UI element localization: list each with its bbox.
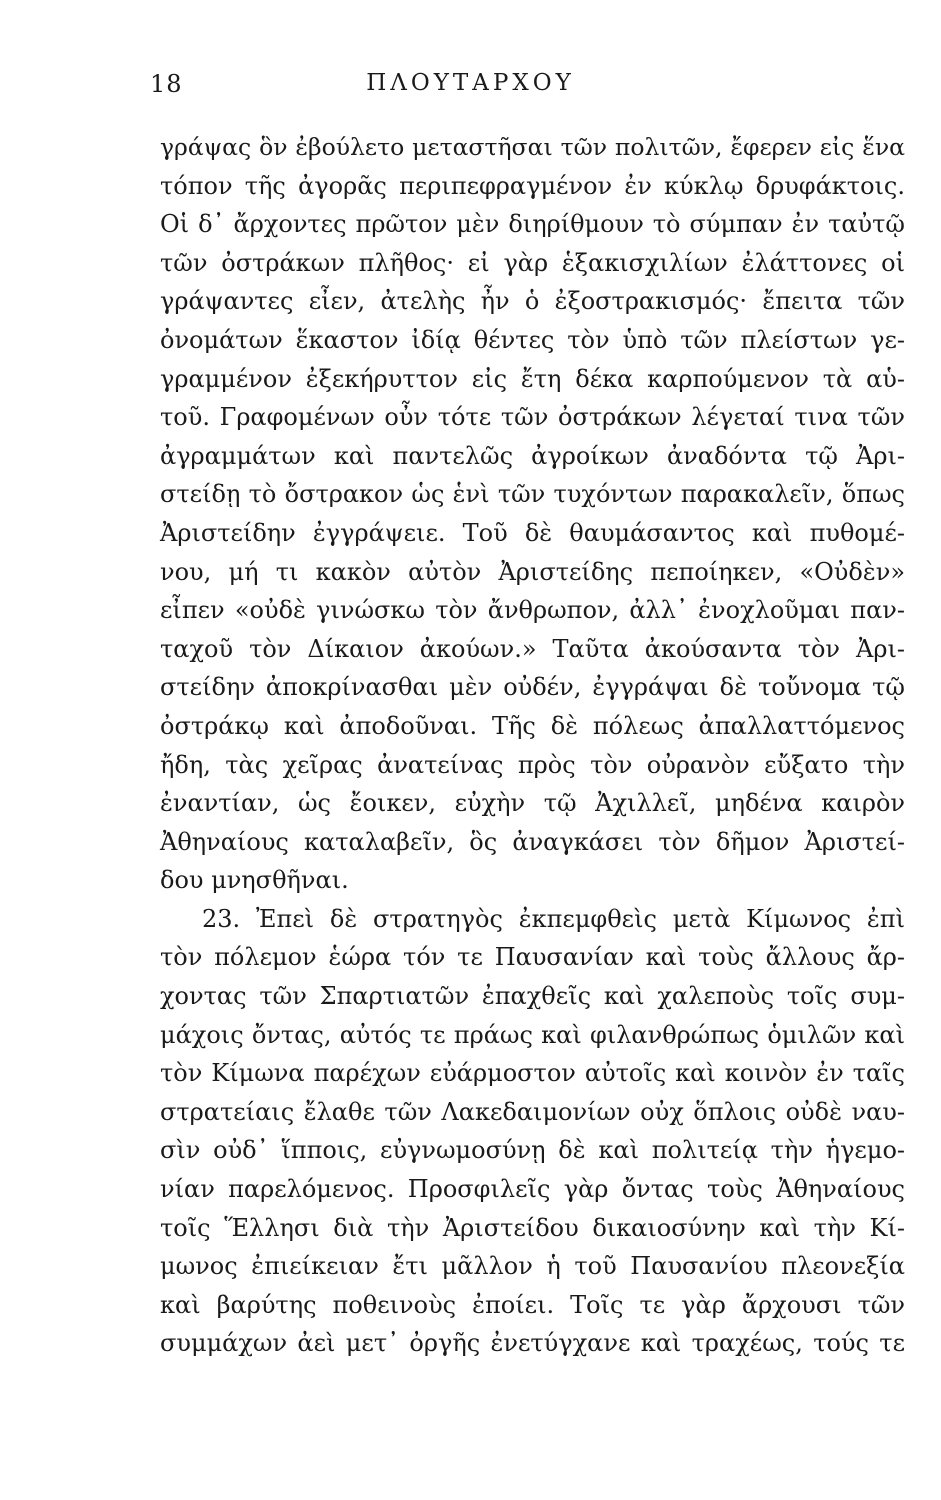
text-line: στείδην ἀποκρίνασθαι μὲν οὐδέν, ἐγγράψαι δὲ τοὔνομα τῷ	[160, 673, 905, 702]
text-line: Ἀθηναίους καταλαβεῖν, ὃς ἀναγκάσει τὸν δῆμον Ἀριστεί-	[160, 827, 905, 856]
text-line: γράψαντες εἶεν, ἀτελὴς ἦν ὁ ἐξοστρακισμός· ἔπειτα τῶν	[160, 287, 905, 316]
text-line: Οἱ δ᾿ ἄρχοντες πρῶτον μὲν διηρίθμουν τὸ σύμπαν ἐν ταὐτῷ	[160, 210, 905, 239]
text-line: Ἀριστείδην ἐγγράψειε. Τοῦ δὲ θαυμάσαντος καὶ πυθομέ-	[160, 518, 905, 547]
text-line: σὶν οὐδ᾿ ἵπποις, εὐγνωμοσύνῃ δὲ καὶ πολιτείᾳ τὴν ἡγεμο-	[160, 1136, 905, 1165]
text-line: νου, μή τι κακὸν αὐτὸν Ἀριστείδης πεποίηκεν, «Οὐδὲν»	[160, 557, 905, 586]
text-line: καὶ βαρύτης ποθεινοὺς ἐποίει. Τοῖς τε γὰρ ἄρχουσι τῶν	[160, 1290, 905, 1319]
text-line: τῶν ὀστράκων πλῆθος· εἰ γὰρ ἑξακισχιλίων ἐλάττονες οἱ	[160, 248, 905, 277]
text-line: τόπον τῆς ἀγορᾶς περιπεφραγμένον ἐν κύκλῳ δρυφάκτοις.	[160, 171, 905, 200]
text-line: νίαν παρελόμενος. Προσφιλεῖς γὰρ ὄντας τοὺς Ἀθηναίους	[160, 1175, 905, 1204]
text-line: χοντας τῶν Σπαρτιατῶν ἐπαχθεῖς καὶ χαλεποὺς τοῖς συμ-	[160, 982, 905, 1011]
text-line: μάχοις ὄντας, αὐτός τε πράως καὶ φιλανθρώπως ὁμιλῶν καὶ	[160, 1020, 905, 1049]
text-line: μωνος ἐπιείκειαν ἔτι μᾶλλον ἡ τοῦ Παυσανίου πλεονεξία	[160, 1252, 905, 1281]
text-line: τὸν Κίμωνα παρέχων εὐάρμοστον αὐτοῖς καὶ κοινὸν ἐν ταῖς	[160, 1059, 905, 1088]
text-line: ἐναντίαν, ὡς ἔοικεν, εὐχὴν τῷ Ἀχιλλεῖ, μηδένα καιρὸν	[160, 789, 905, 818]
text-line: τὸν πόλεμον ἑώρα τόν τε Παυσανίαν καὶ τοὺς ἄλλους ἄρ-	[160, 943, 905, 972]
page-number: 18	[150, 70, 183, 98]
text-line: ἤδη, τὰς χεῖρας ἀνατείνας πρὸς τὸν οὐρανὸν εὔξατο τὴν	[160, 750, 905, 779]
text-line: ἀγραμμάτων καὶ παντελῶς ἀγροίκων ἀναδόντα τῷ Ἀρι-	[160, 441, 905, 470]
text-line: στρατείαις ἔλαθε τῶν Λακεδαιμονίων οὐχ ὅπλοις οὐδὲ ναυ-	[160, 1097, 905, 1126]
text-line: στείδῃ τὸ ὄστρακον ὡς ἑνὶ τῶν τυχόντων παρακαλεῖν, ὅπως	[160, 480, 905, 509]
paragraph-end-line: δου μνησθῆναι.	[160, 866, 349, 895]
body-text	[160, 128, 905, 1363]
running-title: ΠΛΟΥΤΑΡΧΟΥ	[366, 70, 575, 96]
text-line: συμμάχων ἀεὶ μετ᾿ ὀργῆς ἐνετύγχανε καὶ τραχέως, τούς τε	[160, 1329, 905, 1358]
text-line: ὀστράκῳ καὶ ἀποδοῦναι. Τῆς δὲ πόλεως ἀπαλλαττόμενος	[160, 711, 905, 740]
text-line: ὀνομάτων ἕκαστον ἰδίᾳ θέντες τὸν ὑπὸ τῶν πλείστων γε-	[160, 325, 905, 354]
section-23-opening-line: 23. Ἐπεὶ δὲ στρατηγὸς ἐκπεμφθεὶς μετὰ Κίμωνος ἐπὶ	[202, 904, 905, 933]
text-line: τοῦ. Γραφομένων οὖν τότε τῶν ὀστράκων λέγεταί τινα τῶν	[160, 403, 905, 432]
text-line: τοῖς Ἕλλησι διὰ τὴν Ἀριστείδου δικαιοσύνην καὶ τὴν Κί-	[160, 1213, 905, 1242]
text-line: γραμμένον ἐξεκήρυττον εἰς ἔτη δέκα καρπούμενον τὰ αὑ-	[160, 364, 905, 393]
text-line: ταχοῦ τὸν Δίκαιον ἀκούων.» Ταῦτα ἀκούσαντα τὸν Ἀρι-	[160, 634, 905, 663]
text-line: εἶπεν «οὐδὲ γινώσκω τὸν ἄνθρωπον, ἀλλ᾿ ἐνοχλοῦμαι παν-	[160, 596, 905, 625]
text-line: γράψας ὃν ἐβούλετο μεταστῆσαι τῶν πολιτῶν, ἔφερεν εἰς ἕνα	[160, 133, 905, 161]
